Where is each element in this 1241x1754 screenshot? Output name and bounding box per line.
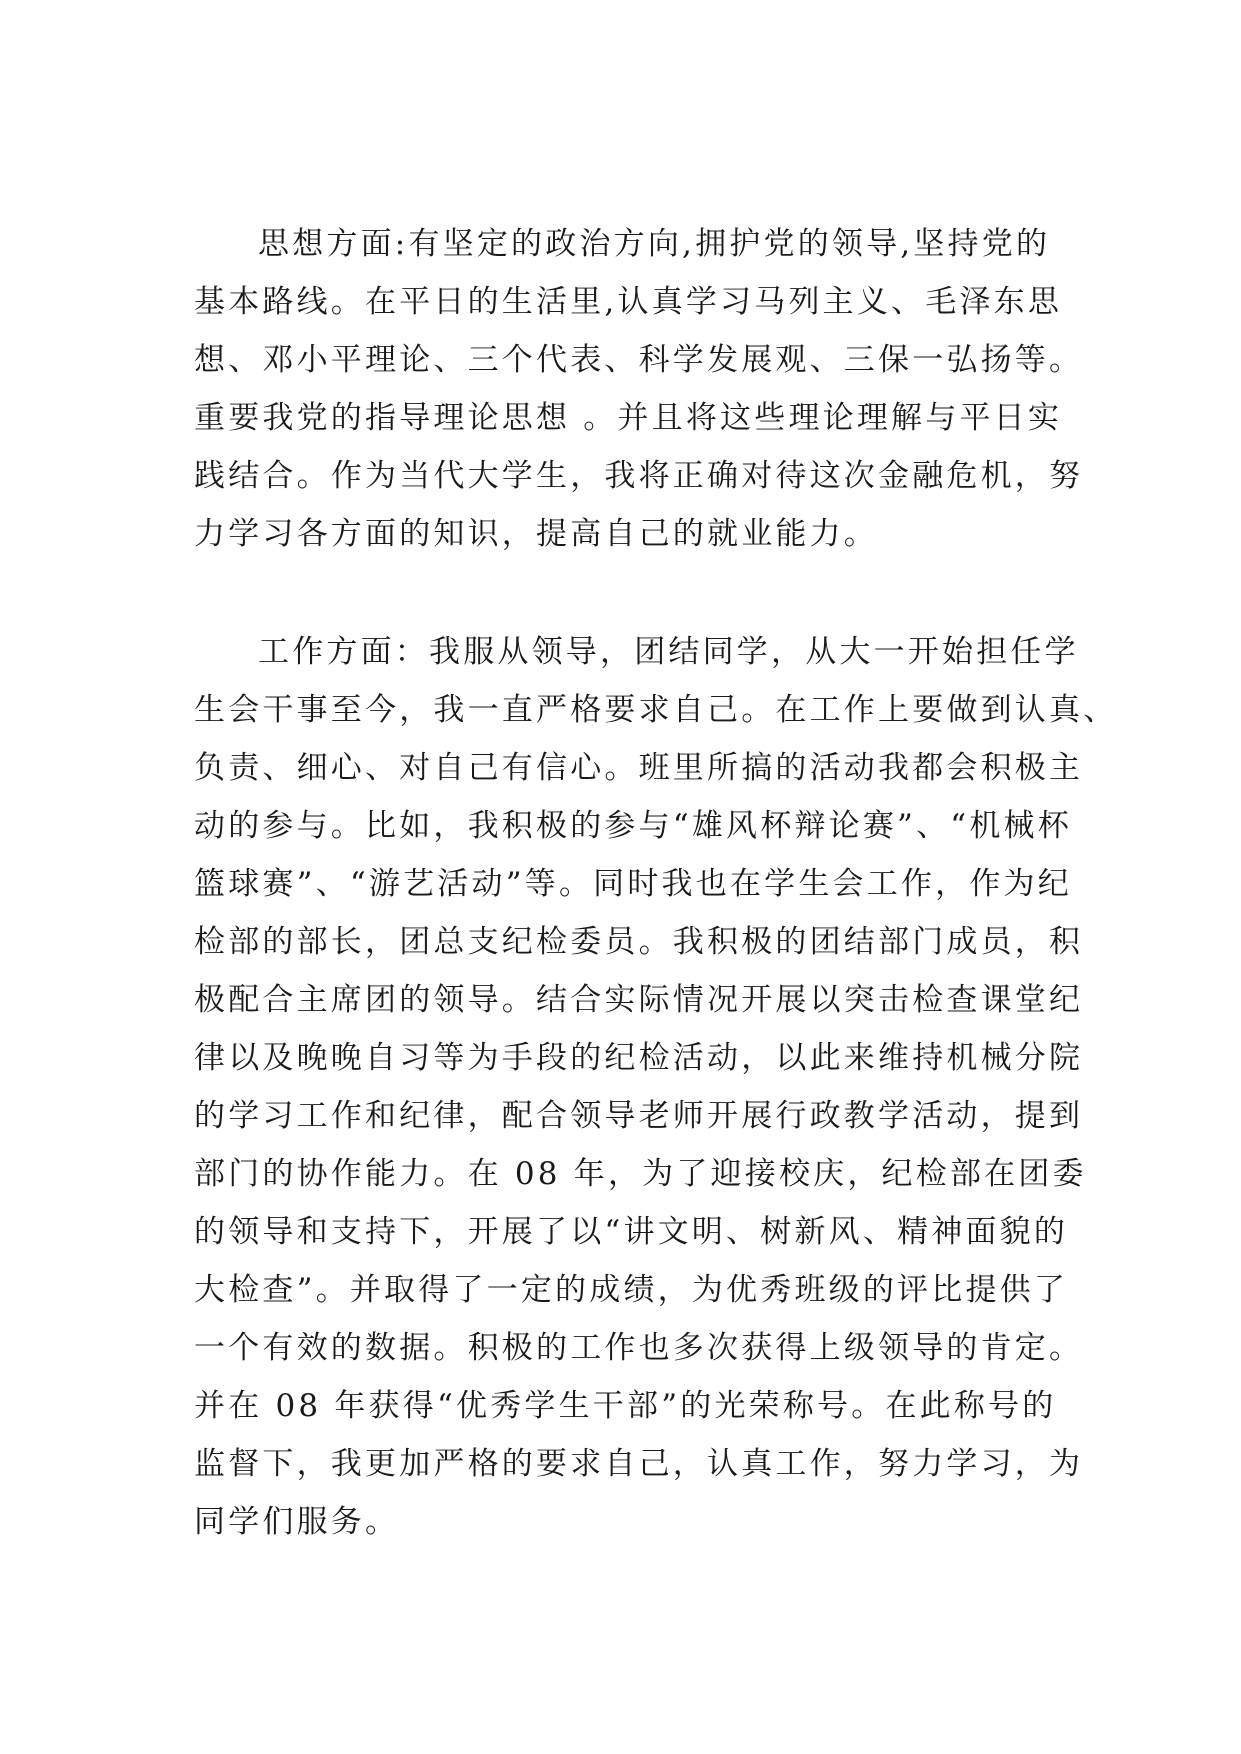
- text-line: 力学习各方面的知识，提高自己的就业能力。: [194, 516, 878, 552]
- text-line: 基本路线。在平日的生活里,认真学习马列主义、毛泽东思: [194, 284, 1063, 320]
- text-line: 一个有效的数据。积极的工作也多次获得上级领导的肯定。: [194, 1330, 1084, 1366]
- text-line: 监督下，我更加严格的要求自己，认真工作，努力学习，为: [194, 1446, 1084, 1482]
- text-line: 的领导和支持下，开展了以“讲文明、树新风、精神面貌的: [194, 1214, 1069, 1250]
- text-line: 重要我党的指导理论思想 。并且将这些理论理解与平日实: [194, 400, 1063, 436]
- text-line: 部门的协作能力。在 08 年，为了迎接校庆，纪检部在团委: [194, 1156, 1087, 1192]
- text-line: 想、邓小平理论、三个代表、科学发展观、三保一弘扬等。: [194, 342, 1084, 378]
- text-line: 动的参与。比如，我积极的参与“雄风杯辩论赛”、“机械杯: [194, 808, 1072, 844]
- text-line: 负责、细心、对自己有信心。班里所搞的活动我都会积极主: [194, 750, 1084, 786]
- text-line: 检部的部长，团总支纪检委员。我积极的团结部门成员，积: [194, 924, 1084, 960]
- text-line: 工作方面：我服从领导，团结同学，从大一开始担任学: [258, 634, 1079, 670]
- paragraph-work: [194, 623, 1118, 1551]
- text-line: 生会干事至今，我一直严格要求自己。在工作上要做到认真、: [194, 692, 1118, 728]
- text-line: 极配合主席团的领导。结合实际情况开展以突击检查课堂纪: [194, 982, 1084, 1018]
- text-line: 律以及晚晚自习等为手段的纪检活动，以此来维持机械分院: [194, 1040, 1084, 1076]
- text-line: 思想方面:有坚定的政治方向,拥护党的领导,坚持党的: [258, 226, 1051, 262]
- text-line: 的学习工作和纪律，配合领导老师开展行政教学活动，提到: [194, 1098, 1084, 1134]
- text-line: 篮球赛”、“游艺活动”等。同时我也在学生会工作，作为纪: [194, 866, 1072, 902]
- text-line: 大检查”。并取得了一定的成绩，为优秀班级的评比提供了: [194, 1272, 1069, 1308]
- paragraph-ideology: [194, 215, 1084, 563]
- text-line: 并在 08 年获得“优秀学生干部”的光荣称号。在此称号的: [194, 1388, 1057, 1424]
- text-line: 践结合。作为当代大学生，我将正确对待这次金融危机，努: [194, 458, 1084, 494]
- text-line: 同学们服务。: [194, 1504, 400, 1540]
